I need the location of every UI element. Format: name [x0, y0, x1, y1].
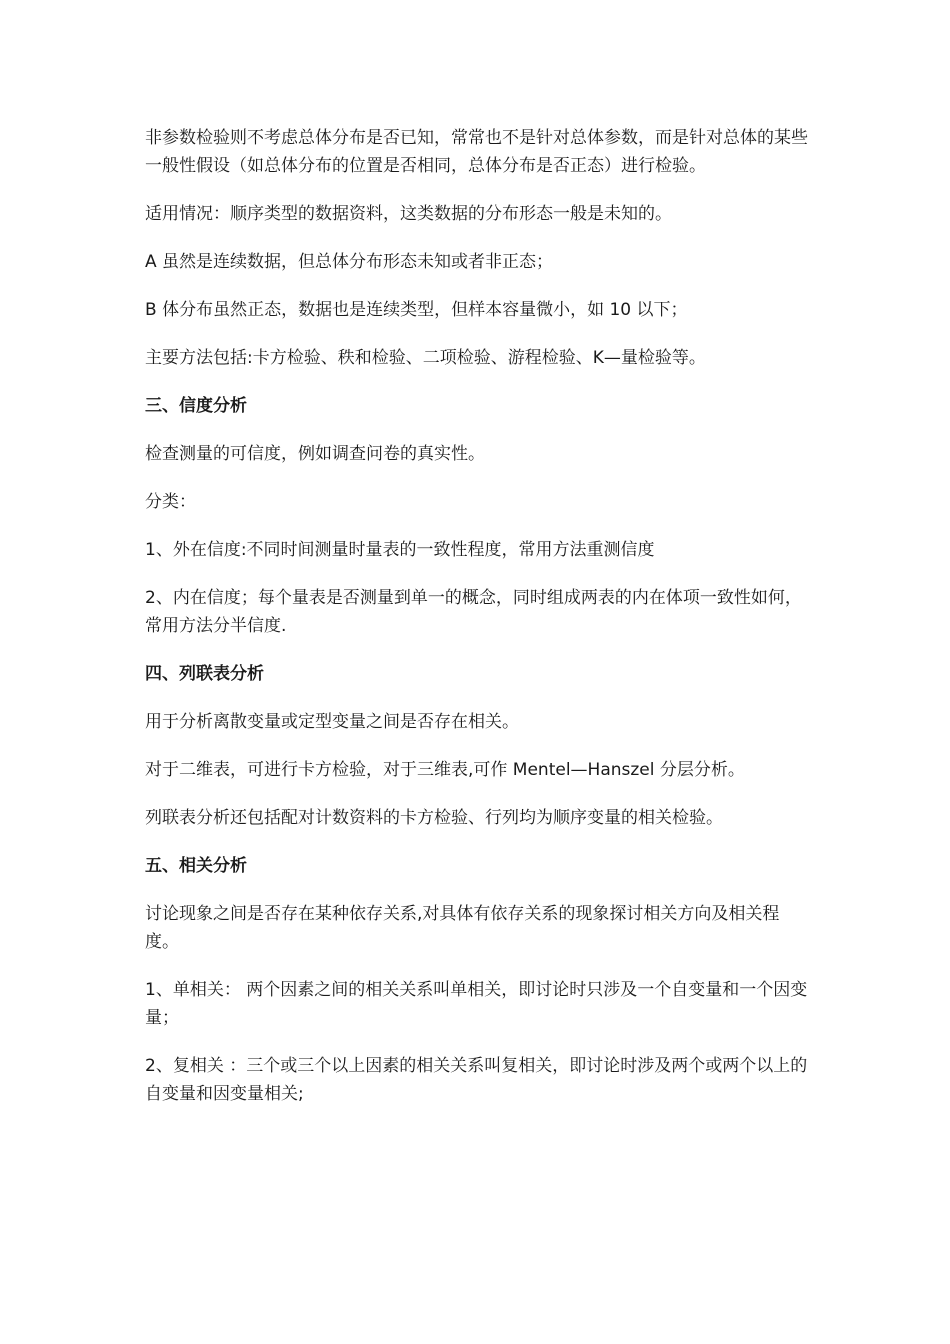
document-page [145, 124, 810, 1128]
paragraph-contingency-desc: 用于分析离散变量或定型变量之间是否存在相关。 [145, 712, 519, 732]
paragraph-applicable-cases: 适用情况：顺序类型的数据资料，这类数据的分布形态一般是未知的。 [145, 204, 672, 224]
paragraph-reliability-desc: 检查测量的可信度，例如调查问卷的真实性。 [145, 444, 485, 464]
paragraph-external-reliability: 1、外在信度:不同时间测量时量表的一致性程度，常用方法重测信度 [145, 540, 655, 560]
paragraph-main-methods: 主要方法包括:卡方检验、秩和检验、二项检验、游程检验、K—量检验等。 [145, 348, 706, 368]
paragraph-contingency-methods: 对于二维表，可进行卡方检验，对于三维表,可作 Mentel—Hanszel 分层分析。 [145, 760, 745, 780]
paragraph-correlation-desc: 讨论现象之间是否存在某种依存关系,对具体有依存关系的现象探讨相关方向及相关程度。 [145, 904, 780, 952]
paragraph-nonparametric-intro: 非参数检验则不考虑总体分布是否已知，常常也不是针对总体参数，而是针对总体的某些一般性假设（如总体分布的位置是否相同，总体分布是否正态）进行检验。 [145, 128, 808, 176]
heading-correlation-analysis: 五、相关分析 [145, 856, 247, 876]
heading-contingency-analysis: 四、列联表分析 [145, 664, 264, 684]
paragraph-contingency-extra: 列联表分析还包括配对计数资料的卡方检验、行列均为顺序变量的相关检验。 [145, 808, 723, 828]
paragraph-simple-correlation: 1、单相关： 两个因素之间的相关关系叫单相关，即讨论时只涉及一个自变量和一个因变量； [145, 980, 808, 1028]
paragraph-case-b: B 体分布虽然正态，数据也是连续类型，但样本容量微小，如 10 以下； [145, 300, 688, 320]
heading-reliability-analysis: 三、信度分析 [145, 396, 247, 416]
paragraph-case-a: A 虽然是连续数据，但总体分布形态未知或者非正态； [145, 252, 554, 272]
paragraph-classification: 分类： [145, 492, 196, 512]
paragraph-multiple-correlation: 2、复相关 ：三个或三个以上因素的相关关系叫复相关，即讨论时涉及两个或两个以上的自变量和因变量相关; [145, 1056, 808, 1104]
paragraph-internal-reliability: 2、内在信度；每个量表是否测量到单一的概念，同时组成两表的内在体项一致性如何，常用方法分半信度. [145, 588, 802, 636]
